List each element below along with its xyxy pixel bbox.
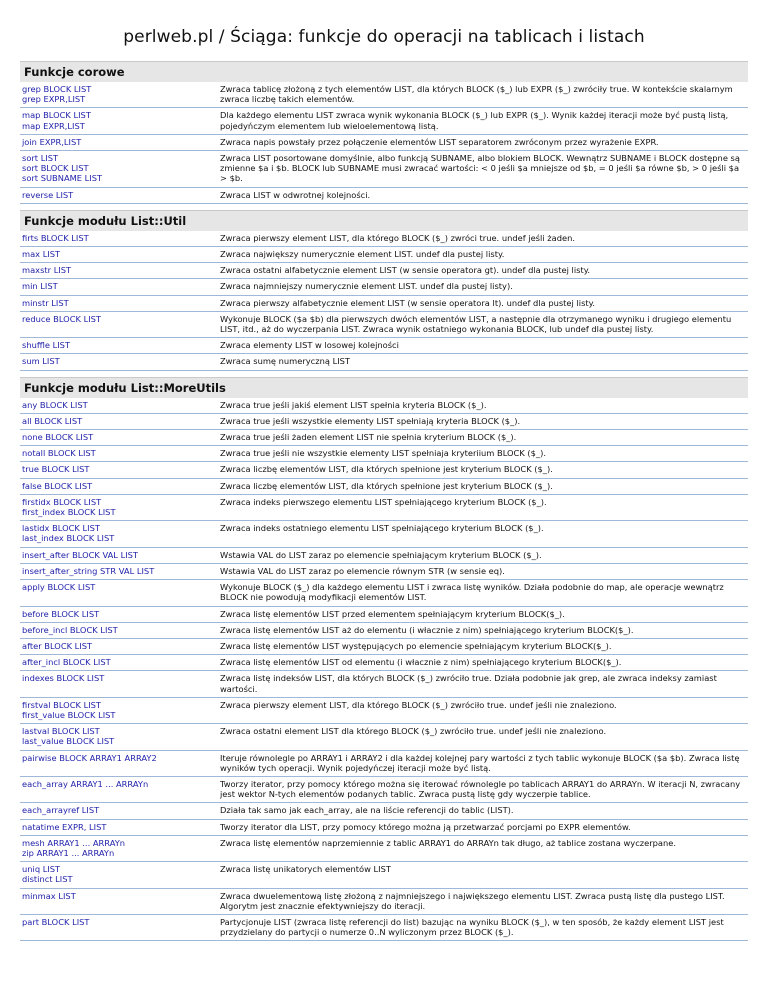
function-signature: each_arrayref LIST: [22, 805, 100, 816]
function-signature-cell: [20, 724, 218, 750]
function-signature: all BLOCK LIST: [22, 415, 83, 426]
table-row: [20, 430, 748, 446]
function-signature: map EXPR,LIST: [22, 120, 85, 131]
function-signature-cell: [20, 606, 218, 622]
function-signature: notall BLOCK LIST: [22, 448, 96, 459]
function-signature-cell: [20, 462, 218, 478]
table-row: [20, 776, 748, 802]
function-description: Zwraca indeks pierwszego elementu LIST spełniającego kryterium BLOCK ($_).: [218, 494, 748, 520]
function-signature: first_value BLOCK LIST: [22, 709, 116, 720]
table-row: [20, 263, 748, 279]
function-signature-cell: [20, 151, 218, 188]
function-description: Zwraca listę indeksów LIST, dla których BLOCK ($_) zwróciło true. Działa podobnie jak grep, ale zwraca indeksy zamiast wartości.: [218, 671, 748, 697]
function-table: [20, 231, 748, 371]
table-row: [20, 547, 748, 563]
function-signature: maxstr LIST: [22, 265, 72, 276]
function-description: Zwraca listę elementów LIST przed elementem spełniającym kryterium BLOCK($_).: [218, 606, 748, 622]
function-signature: uniq LIST: [22, 864, 61, 875]
table-row: [20, 862, 748, 888]
function-signature: reduce BLOCK LIST: [22, 313, 101, 324]
table-row: [20, 311, 748, 337]
section-title: Funkcje corowe: [20, 61, 748, 82]
function-description: Zwraca listę elementów LIST występujących po elemencie spełniającym kryterium BLOCK($_).: [218, 638, 748, 654]
function-description: Zwraca liczbę elementów LIST, dla których spełnione jest kryterium BLOCK ($_).: [218, 478, 748, 494]
table-row: [20, 478, 748, 494]
function-description: Zwraca pierwszy element LIST, dla którego BLOCK ($_) zwróciło true. undef jeśli nie znaleziono.: [218, 697, 748, 723]
function-signature: false BLOCK LIST: [22, 480, 93, 491]
table-row: [20, 231, 748, 247]
function-signature-cell: [20, 862, 218, 888]
function-signature-cell: [20, 563, 218, 579]
function-signature: map BLOCK LIST: [22, 110, 91, 121]
table-row: [20, 914, 748, 940]
function-signature: part BLOCK LIST: [22, 916, 90, 927]
function-signature-cell: [20, 835, 218, 861]
function-signature-cell: [20, 413, 218, 429]
function-description: Zwraca pierwszy alfabetycznie element LIST (w sensie operatora lt). undef dla pustej listy.: [218, 295, 748, 311]
function-signature-cell: [20, 82, 218, 108]
function-signature: each_array ARRAY1 ... ARRAYn: [22, 778, 149, 789]
table-row: [20, 187, 748, 203]
table-row: [20, 462, 748, 478]
function-description: Działa tak samo jak each_array, ale na liście referencji do tablic (LIST).: [218, 803, 748, 819]
table-row: [20, 835, 748, 861]
function-signature-cell: [20, 580, 218, 606]
function-description: Zwraca najmniejszy numerycznie element LIST. undef dla pustej listy).: [218, 279, 748, 295]
function-description: Zwraca sumę numeryczną LIST: [218, 354, 748, 370]
function-signature-cell: [20, 108, 218, 134]
function-signature: insert_after_string STR VAL LIST: [22, 565, 155, 576]
function-signature: max LIST: [22, 249, 61, 260]
sections-container: [20, 61, 748, 941]
function-signature-cell: [20, 279, 218, 295]
function-signature-cell: [20, 819, 218, 835]
function-signature: grep EXPR,LIST: [22, 94, 86, 105]
table-row: [20, 622, 748, 638]
function-description: Zwraca listę unikatorych elementów LIST: [218, 862, 748, 888]
function-signature: pairwise BLOCK ARRAY1 ARRAY2: [22, 752, 157, 763]
table-row: [20, 671, 748, 697]
function-table: [20, 82, 748, 204]
function-signature: any BLOCK LIST: [22, 399, 88, 410]
table-row: [20, 888, 748, 914]
function-signature-cell: [20, 494, 218, 520]
function-signature: before_incl BLOCK LIST: [22, 624, 118, 635]
function-signature-cell: [20, 446, 218, 462]
function-signature: first_index BLOCK LIST: [22, 507, 116, 518]
function-signature: none BLOCK LIST: [22, 432, 94, 443]
function-description: Tworzy iterator, przy pomocy którego można się iterować równolegle po tablicach ARRAY1 do ARRAYn. W iteracji N, zwracany jest wektor N-tych elementów podanych tablic. Zwraca pustą listę gdy wyczerpie tablice.: [218, 776, 748, 802]
table-row: [20, 413, 748, 429]
function-signature-cell: [20, 354, 218, 370]
function-signature-cell: [20, 638, 218, 654]
function-signature: after BLOCK LIST: [22, 640, 93, 651]
cheatsheet-page: [20, 0, 748, 941]
function-signature: distinct LIST: [22, 874, 73, 885]
table-row: [20, 108, 748, 134]
function-signature: reverse LIST: [22, 189, 74, 200]
table-row: [20, 151, 748, 188]
function-description: Zwraca true jeśli wszystkie elementy LIST spełniają kryteria BLOCK ($_).: [218, 413, 748, 429]
function-description: Zwraca listę elementów naprzemiennie z tablic ARRAY1 do ARRAYn tak długo, aż tablice zostana wyczerpane.: [218, 835, 748, 861]
function-signature-cell: [20, 134, 218, 150]
function-signature: zip ARRAY1 ... ARRAYn: [22, 847, 115, 858]
function-signature: after_incl BLOCK LIST: [22, 657, 111, 668]
function-description: Zwraca LIST posortowane domyślnie, albo funkcją SUBNAME, albo blokiem BLOCK. Wewnątrz SUBNAME i BLOCK dostępne są zmienne $a i $b. BLOCK lub SUBNAME musi zwracać wartości: < 0 jeśli $a mniejsze od $b, = 0 jeśli $a równe $b, > 0 jeśli $a > $b.: [218, 151, 748, 188]
table-row: [20, 398, 748, 414]
function-signature: grep BLOCK LIST: [22, 84, 92, 94]
function-signature: apply BLOCK LIST: [22, 582, 96, 593]
function-description: Zwraca indeks ostatniego elementu LIST spełniającego kryterium BLOCK ($_).: [218, 521, 748, 547]
table-row: [20, 563, 748, 579]
function-description: Tworzy iterator dla LIST, przy pomocy którego można ją przetwarzać porcjami po EXPR elementów.: [218, 819, 748, 835]
table-row: [20, 638, 748, 654]
table-row: [20, 295, 748, 311]
function-signature-cell: [20, 671, 218, 697]
function-description: Wstawia VAL do LIST zaraz po elemencie równym STR (w sensie eq).: [218, 563, 748, 579]
table-row: [20, 134, 748, 150]
function-signature: sort SUBNAME LIST: [22, 173, 103, 184]
function-signature-cell: [20, 622, 218, 638]
table-row: [20, 247, 748, 263]
function-signature: lastval BLOCK LIST: [22, 726, 100, 737]
function-description: Zwraca listę elementów LIST aż do elementu (i włacznie z nim) spełniającego kryterium BLOCK($_).: [218, 622, 748, 638]
function-description: Iteruje równolegle po ARRAY1 i ARRAY2 i dla każdej kolejnej pary wartości z tych tablic wykonuje BLOCK ($a $b). Zwraca listę wyników tych operacji. Wynik pojedyńczej iteracji może być listą.: [218, 750, 748, 776]
function-signature: firts BLOCK LIST: [22, 232, 89, 243]
function-signature: true BLOCK LIST: [22, 464, 90, 475]
function-signature-cell: [20, 311, 218, 337]
section-title: Funkcje modułu List::MoreUtils: [20, 377, 748, 398]
function-signature: sum LIST: [22, 356, 60, 367]
function-description: Zwraca true jeśli żaden element LIST nie spełnia kryterium BLOCK ($_).: [218, 430, 748, 446]
table-row: [20, 338, 748, 354]
function-signature: mesh ARRAY1 ... ARRAYn: [22, 837, 126, 848]
table-row: [20, 655, 748, 671]
function-description: Zwraca ostatni element LIST dla którego BLOCK ($_) zwróciło true. undef jeśli nie znaleziono.: [218, 724, 748, 750]
section: [20, 210, 748, 371]
function-description: Zwraca pierwszy element LIST, dla którego BLOCK ($_) zwróci true. undef jeśli żaden.: [218, 231, 748, 247]
function-description: Zwraca liczbę elementów LIST, dla których spełnione jest kryterium BLOCK ($_).: [218, 462, 748, 478]
function-signature: minstr LIST: [22, 297, 69, 308]
table-row: [20, 521, 748, 547]
function-signature-cell: [20, 263, 218, 279]
function-signature: shuffle LIST: [22, 340, 71, 351]
function-signature: min LIST: [22, 281, 58, 292]
function-description: Dla każdego elementu LIST zwraca wynik wykonania BLOCK ($_) lub EXPR ($_). Wynik każdej iteracji może być pustą listą, pojedyńczym elementem lub wieloelementową listą.: [218, 108, 748, 134]
function-signature: lastidx BLOCK LIST: [22, 523, 100, 534]
table-row: [20, 580, 748, 606]
function-signature: join EXPR,LIST: [22, 136, 82, 147]
function-signature-cell: [20, 430, 218, 446]
function-signature-cell: [20, 776, 218, 802]
function-signature-cell: [20, 231, 218, 247]
function-signature-cell: [20, 295, 218, 311]
function-description: Zwraca dwuelementową listę złożoną z najmniejszego i największego elementu LIST. Zwraca pustą listę dla pustego LIST. Algorytm jest znacznie efektywniejszy do iteracji.: [218, 888, 748, 914]
function-signature-cell: [20, 547, 218, 563]
function-description: Wstawia VAL do LIST zaraz po elemencie spełniającym kryterium BLOCK ($_).: [218, 547, 748, 563]
table-row: [20, 279, 748, 295]
function-signature-cell: [20, 655, 218, 671]
table-row: [20, 803, 748, 819]
function-description: Zwraca największy numerycznie element LIST. undef dla pustej listy.: [218, 247, 748, 263]
function-signature: firstidx BLOCK LIST: [22, 496, 102, 507]
function-signature: indexes BLOCK LIST: [22, 673, 105, 684]
function-table: [20, 398, 748, 942]
section: [20, 377, 748, 942]
table-row: [20, 750, 748, 776]
function-description: Zwraca listę elementów LIST od elementu (i włacznie z nim) spełniającego kryterium BLOCK($_).: [218, 655, 748, 671]
function-signature-cell: [20, 398, 218, 414]
function-signature-cell: [20, 914, 218, 940]
function-description: Zwraca true jeśli jakiś element LIST spełnia kryteria BLOCK ($_).: [218, 398, 748, 414]
function-signature: before BLOCK LIST: [22, 608, 100, 619]
function-signature-cell: [20, 187, 218, 203]
table-row: [20, 494, 748, 520]
function-signature-cell: [20, 521, 218, 547]
table-row: [20, 819, 748, 835]
function-signature-cell: [20, 697, 218, 723]
function-signature-cell: [20, 750, 218, 776]
table-row: [20, 697, 748, 723]
function-signature-cell: [20, 338, 218, 354]
function-signature: sort BLOCK LIST: [22, 163, 89, 174]
function-signature: sort LIST: [22, 153, 59, 164]
function-signature: natatime EXPR, LIST: [22, 821, 107, 832]
function-signature-cell: [20, 478, 218, 494]
function-description: Zwraca napis powstały przez połączenie elementów LIST separatorem zwróconym przez wyrażenie EXPR.: [218, 134, 748, 150]
table-row: [20, 82, 748, 108]
function-signature-cell: [20, 888, 218, 914]
page-title: perlweb.pl / Ściąga: funkcje do operacji na tablicach i listach: [123, 27, 645, 47]
function-signature: firstval BLOCK LIST: [22, 699, 101, 710]
function-description: Zwraca ostatni alfabetycznie element LIST (w sensie operatora gt). undef dla pustej listy.: [218, 263, 748, 279]
function-signature: insert_after BLOCK VAL LIST: [22, 549, 138, 560]
function-description: Wykonuje BLOCK ($_) dla każdego elementu LIST i zwraca listę wyników. Działa podobnie do map, ale operacje wewnątrz BLOCK nie powodują modyfikacji elementów LIST.: [218, 580, 748, 606]
section: [20, 61, 748, 204]
table-row: [20, 354, 748, 370]
table-row: [20, 606, 748, 622]
function-description: Zwraca LIST w odwrotnej kolejności.: [218, 187, 748, 203]
function-signature-cell: [20, 803, 218, 819]
section-title: Funkcje modułu List::Util: [20, 210, 748, 231]
function-description: Zwraca tablicę złożoną z tych elementów LIST, dla których BLOCK ($_) lub EXPR ($_) zwróciły true. W kontekście skalarnym zwraca liczbę takich elementów.: [218, 82, 748, 108]
function-signature: last_value BLOCK LIST: [22, 736, 115, 747]
function-description: Zwraca elementy LIST w losowej kolejności: [218, 338, 748, 354]
function-signature-cell: [20, 247, 218, 263]
function-signature: last_index BLOCK LIST: [22, 533, 115, 544]
table-row: [20, 446, 748, 462]
function-description: Wykonuje BLOCK ($a $b) dla pierwszych dwóch elementów LIST, a następnie dla otrzymanego wyniku i drugiego elementu LIST, itd., aż do wyczerpania LIST. Zwraca wynik ostatniego wykonania BLOCK, lub undef dla pustej listy.: [218, 311, 748, 337]
table-row: [20, 724, 748, 750]
function-description: Partycjonuje LIST (zwraca listę referencji do list) bazując na wyniku BLOCK ($_), w ten sposób, że każdy element LIST jest przydzielany do partycji o numerze 0..N wyliczonym przez BLOCK ($_).: [218, 914, 748, 940]
function-description: Zwraca true jeśli nie wszystkie elementy LIST spełniaja kryteriium BLOCK ($_).: [218, 446, 748, 462]
function-signature: minmax LIST: [22, 890, 76, 901]
